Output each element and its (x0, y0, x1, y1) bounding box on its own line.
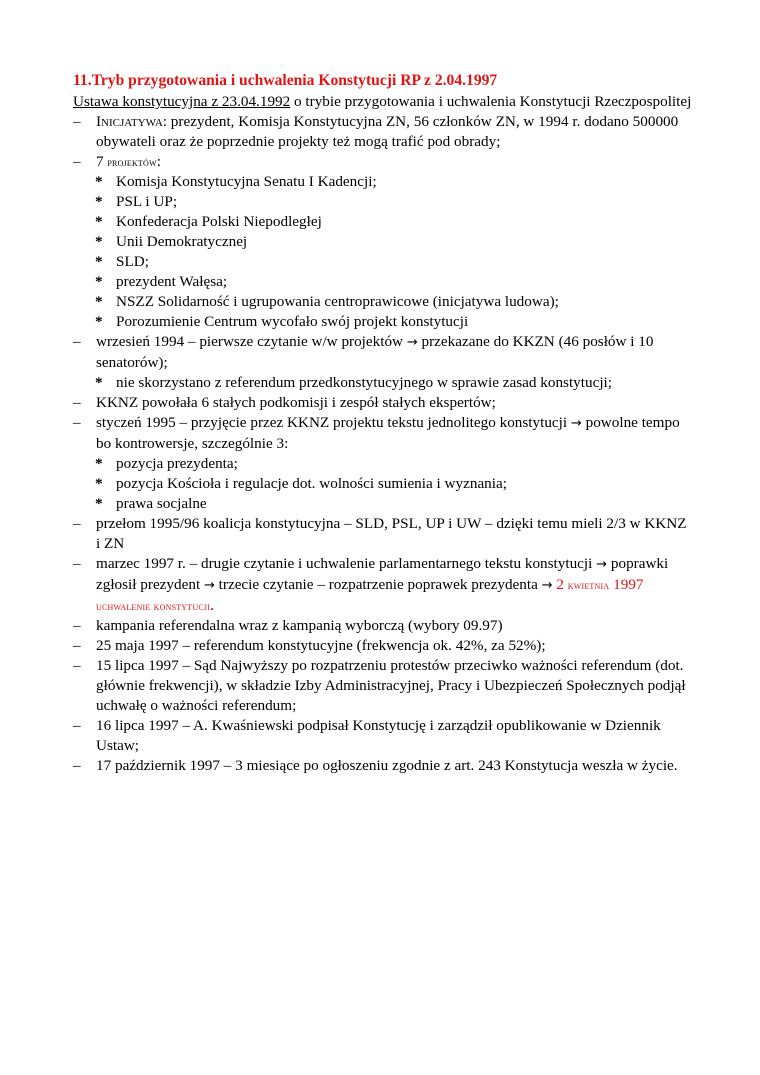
dash-bullet: – (73, 757, 81, 774)
item-text: wrzesień 1994 – pierwsze czytanie w/w projektów (96, 333, 407, 350)
sub-list-item (73, 292, 693, 312)
dash-bullet: – (73, 113, 81, 130)
list-item (73, 716, 693, 756)
star-bullet: * (95, 193, 103, 210)
list-item (73, 152, 693, 172)
star-bullet: * (95, 233, 103, 250)
item-text: kampania referendalna wraz z kampanią wyborczą (wybory 09.97) (96, 617, 503, 634)
list-item (73, 514, 693, 554)
list-item (73, 554, 693, 616)
list-item (73, 636, 693, 656)
item-text: : prezydent, Komisja Konstytucyjna ZN, 56 członków ZN, w 1994 r. dodano 500000 obywateli oraz że poprzednie projekty też mogą trafić pod obrady; (96, 113, 679, 150)
list-item (73, 393, 693, 413)
arrow-icon: → (570, 416, 582, 431)
star-bullet: * (95, 273, 103, 290)
star-bullet: * (95, 455, 103, 472)
item-text: poprawki zgłosił prezydent (96, 555, 669, 593)
item-text: 7 (96, 153, 108, 170)
sub-item-text: PSL i UP; (116, 193, 178, 210)
item-text: przełom 1995/96 koalicja konstytucyjna – SLD, PSL, UP i UW – dzięki temu mieli 2/3 w KKNZ i ZN (96, 515, 687, 552)
list-item (73, 616, 693, 636)
item-text: przekazane do KKZN (46 posłów i 10 senatorów); (96, 333, 654, 371)
star-bullet: * (95, 173, 103, 190)
star-bullet: * (95, 293, 103, 310)
sub-list-item (73, 494, 693, 514)
dash-bullet: – (73, 333, 81, 350)
star-bullet: * (95, 475, 103, 492)
item-text: trzecie czytanie – rozpatrzenie poprawek prezydenta (214, 576, 542, 593)
highlight-event-smallcaps: uchwalenie konstytucji (96, 599, 211, 613)
item-text: 25 maja 1997 – referendum konstytucyjne (frekwencja ok. 42%, za 52%); (96, 637, 546, 654)
item-text: 17 październik 1997 – 3 miesiące po ogłoszeniu zgodnie z art. 243 Konstytucja weszła w życie. (96, 757, 678, 774)
arrow-icon: → (406, 335, 418, 350)
star-bullet: * (95, 313, 103, 330)
arrow-icon: → (203, 578, 215, 593)
sub-item-text: NSZZ Solidarność i ugrupowania centroprawicowe (inicjatywa ludowa); (116, 293, 559, 310)
intro-text: o trybie przygotowania i uchwalenia Konstytucji Rzeczpospolitej (290, 93, 692, 110)
dash-bullet: – (73, 394, 81, 411)
item-text: . (210, 597, 214, 614)
item-text: styczeń 1995 – przyjęcie przez KKNZ projektu tekstu jednolitego konstytucji (96, 414, 571, 431)
sub-item-text: nie skorzystano z referendum przedkonstytucyjnego w sprawie zasad konstytucji; (116, 374, 612, 391)
intro-paragraph (73, 92, 693, 112)
section-title: 11.Tryb przygotowania i uchwalenia Konstytucji RP z 2.04.1997 (73, 72, 498, 89)
item-lead-smallcaps: Inicjatywa (96, 113, 163, 130)
star-bullet: * (95, 495, 103, 512)
dash-bullet: – (73, 717, 81, 734)
item-text: 15 lipca 1997 – Sąd Najwyższy po rozpatrzeniu protestów przeciwko ważności referendum (dot. głównie frekwencji), w składzie Izby Administracyjnej, Pracy i Ubezpieczeń Społecznych podjął uchwałę o ważności referendum; (96, 657, 686, 714)
sub-list-item (73, 232, 693, 252)
sub-list-item (73, 252, 693, 272)
arrow-icon: → (596, 557, 608, 572)
sub-list-item (73, 312, 693, 332)
sub-item-text: Unii Demokratycznej (116, 233, 248, 250)
sub-list-item (73, 474, 693, 494)
list-item (73, 112, 693, 152)
sub-list-item (73, 272, 693, 292)
intro-law-reference: Ustawa konstytucyjna z 23.04.1992 (73, 93, 291, 110)
item-text: 16 lipca 1997 – A. Kwaśniewski podpisał Konstytucję i zarządził opublikowanie w Dziennik Ustaw; (96, 717, 661, 754)
sub-list-item (73, 212, 693, 232)
item-text: powolne tempo bo kontrowersje, szczególnie 3: (96, 414, 680, 452)
list-item (73, 756, 693, 776)
dash-bullet: – (73, 414, 81, 431)
list-item (73, 413, 693, 454)
item-text: KKNZ powołała 6 stałych podkomisji i zespół stałych ekspertów; (96, 394, 496, 411)
dash-bullet: – (73, 153, 81, 170)
sub-item-text: prawa socjalne (116, 495, 207, 512)
document-body (73, 71, 693, 776)
highlight-date: 2 (552, 576, 568, 593)
item-text: : (156, 153, 161, 170)
list-item (73, 332, 693, 373)
arrow-icon: → (541, 578, 553, 593)
sub-item-text: prezydent Wałęsa; (116, 273, 228, 290)
dash-bullet: – (73, 657, 81, 674)
sub-list-item (73, 373, 693, 393)
highlight-year: 1997 (609, 576, 644, 593)
star-bullet: * (95, 253, 103, 270)
sub-item-text: pozycja Kościoła i regulacje dot. wolności sumienia i wyznania; (116, 475, 507, 492)
sub-item-text: Konfederacja Polski Niepodległej (116, 213, 322, 230)
item-text: marzec 1997 r. – drugie czytanie i uchwalenie parlamentarnego tekstu konstytucji (96, 555, 597, 572)
sub-list-item (73, 192, 693, 212)
sub-item-text: Komisja Konstytucyjna Senatu I Kadencji; (116, 173, 377, 190)
highlight-month-smallcaps: kwietnia (567, 578, 610, 592)
sub-item-text: pozycja prezydenta; (116, 455, 238, 472)
star-bullet: * (95, 374, 103, 391)
dash-bullet: – (73, 617, 81, 634)
sub-list-item (73, 454, 693, 474)
sub-list-item (73, 172, 693, 192)
dash-bullet: – (73, 637, 81, 654)
item-lead-smallcaps: projektów (107, 155, 157, 169)
list-item (73, 656, 693, 716)
dash-bullet: – (73, 515, 81, 532)
star-bullet: * (95, 213, 103, 230)
dash-bullet: – (73, 555, 81, 572)
sub-item-text: SLD; (116, 253, 149, 270)
sub-item-text: Porozumienie Centrum wycofało swój projekt konstytucji (116, 313, 469, 330)
